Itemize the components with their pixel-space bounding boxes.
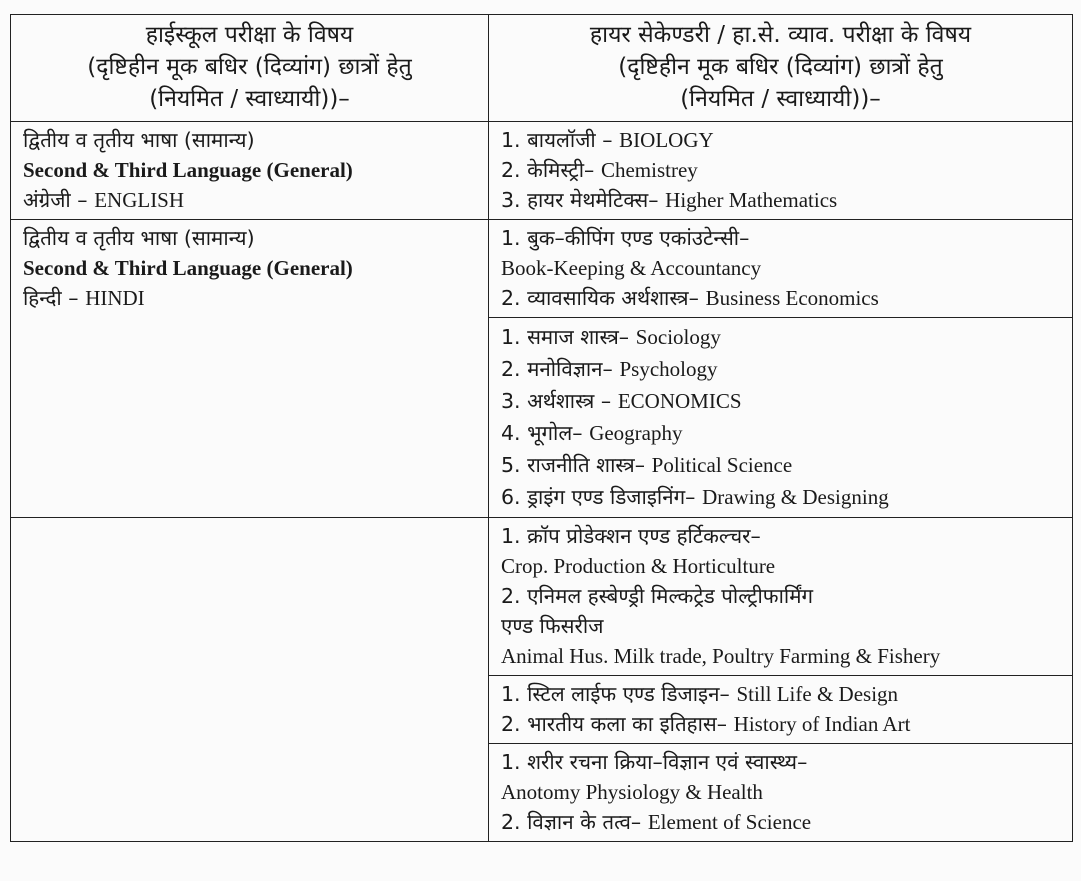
header-right-line-2: (दृष्टिहीन मूक बधिर (दिव्यांग) छात्रों हेतु <box>618 54 943 80</box>
language-heading-hindi: द्वितीय व तृतीय भाषा (सामान्य) <box>23 128 255 152</box>
subject-line: 1. बायलॉजी – BIOLOGY <box>501 128 714 152</box>
subjects-table <box>10 14 1073 842</box>
header-right-line-1: हायर सेकेण्डरी / हा.से. व्याव. परीक्षा के विषय <box>589 22 972 48</box>
subject-line: 2. केमिस्ट्री– Chemistrey <box>501 158 698 182</box>
language-heading-hindi: द्वितीय व तृतीय भाषा (सामान्य) <box>23 226 255 250</box>
row4-right-cell <box>489 518 1073 676</box>
header-left-cell <box>11 15 489 122</box>
subject-line: 3. अर्थशास्त्र – ECONOMICS <box>501 389 742 413</box>
subject-line: 2. विज्ञान के तत्व– Element of Science <box>501 810 812 834</box>
subject-line: 6. ड्राइंग एण्ड डिजाइनिंग– Drawing & Designing <box>501 485 889 509</box>
empty-left-cell <box>11 518 489 842</box>
subject-line: 2. मनोविज्ञान– Psychology <box>501 357 718 381</box>
subject-line-english: Crop. Production & Horticulture <box>501 554 776 578</box>
header-left-line-3: (नियमित / स्वाध्यायी))– <box>149 86 350 112</box>
row6-right-cell <box>489 744 1073 842</box>
row2-left-cell <box>11 220 489 518</box>
subject-line-english: Book-Keeping & Accountancy <box>501 256 762 280</box>
subject-line: 1. समाज शास्त्र– Sociology <box>501 325 721 349</box>
subject-line: 1. शरीर रचना क्रिया–विज्ञान एवं स्वास्थ्य– <box>501 750 808 774</box>
header-left-line-2: (दृष्टिहीन मूक बधिर (दिव्यांग) छात्रों हेतु <box>87 54 412 80</box>
language-name-hindi: हिन्दी – <box>23 286 79 310</box>
language-heading-english: Second & Third Language (General) <box>23 158 353 182</box>
language-name-english: HINDI <box>85 286 145 310</box>
language-name-hindi: अंग्रेजी – <box>23 188 88 212</box>
subjects-document <box>10 14 1072 842</box>
subject-line: 1. बुक–कीपिंग एण्ड एकांउटेन्सी– <box>501 226 750 250</box>
table-row-hindi <box>11 220 1073 318</box>
subject-line-english: Anotomy Physiology & Health <box>501 780 763 804</box>
table-row-english <box>11 122 1073 220</box>
header-row <box>11 15 1073 122</box>
subject-line: 1. क्रॉप प्रोडेक्शन एण्ड हर्टिकल्चर– <box>501 524 761 548</box>
row1-left-cell <box>11 122 489 220</box>
table-row-agriculture <box>11 518 1073 676</box>
row2-right-cell <box>489 220 1073 318</box>
subject-line-english: Animal Hus. Milk trade, Poultry Farming & Fishery <box>501 644 941 668</box>
row3-right-cell <box>489 318 1073 518</box>
language-heading-english: Second & Third Language (General) <box>23 256 353 280</box>
subject-line: 3. हायर मेथमेटिक्स– Higher Mathematics <box>501 188 838 212</box>
row5-right-cell <box>489 676 1073 744</box>
subject-line: 1. स्टिल लाईफ एण्ड डिजाइन– Still Life & Design <box>501 682 899 706</box>
subject-line-continued: एण्ड फिसरीज <box>501 614 604 638</box>
subject-line: 5. राजनीति शास्त्र– Political Science <box>501 453 793 477</box>
header-right-cell <box>489 15 1073 122</box>
subject-line: 2. एनिमल हस्बेण्ड्री मिल्कट्रेड पोल्ट्रीफार्मिंग <box>501 584 814 608</box>
header-right-line-3: (नियमित / स्वाध्यायी))– <box>680 86 881 112</box>
row1-right-cell <box>489 122 1073 220</box>
language-name-english: ENGLISH <box>94 188 185 212</box>
header-left-line-1: हाईस्कूल परीक्षा के विषय <box>145 22 354 48</box>
subject-line: 2. व्यावसायिक अर्थशास्त्र– Business Economics <box>501 286 879 310</box>
subject-line: 2. भारतीय कला का इतिहास– History of Indian Art <box>501 712 911 736</box>
subject-line: 4. भूगोल– Geography <box>501 421 683 445</box>
